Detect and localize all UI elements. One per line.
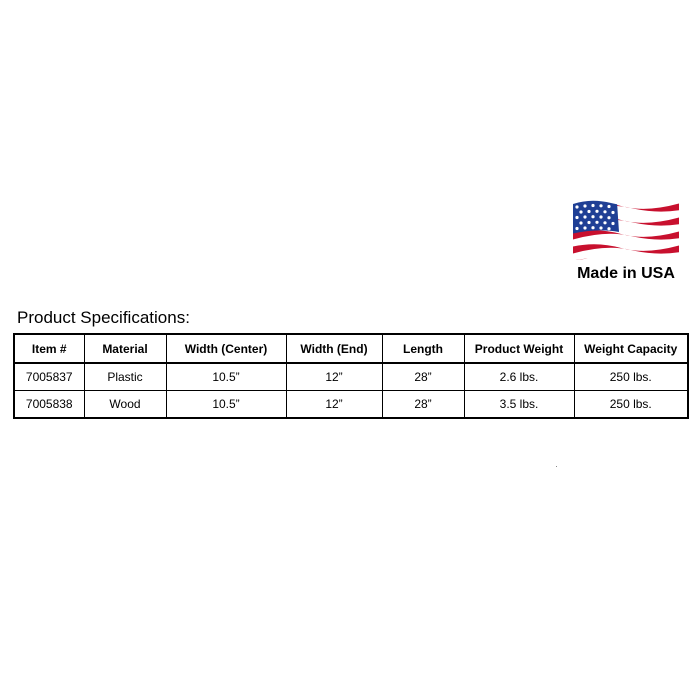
column-header: Width (Center) [166,334,286,363]
table-cell: 7005837 [14,363,84,391]
column-header: Weight Capacity [574,334,688,363]
table-cell: Plastic [84,363,166,391]
table-cell: 12” [286,363,382,391]
table-cell: 28” [382,391,464,419]
column-header: Width (End) [286,334,382,363]
table-row [14,391,688,419]
us-flag-icon [571,198,681,262]
table-cell: Wood [84,391,166,419]
made-in-usa-badge [568,198,684,283]
column-header: Item # [14,334,84,363]
table-cell: 7005838 [14,391,84,419]
column-header: Product Weight [464,334,574,363]
table-cell: 2.6 lbs. [464,363,574,391]
specifications-table [13,333,689,419]
made-in-usa-label: Made in USA [577,265,675,282]
table-cell: 250 lbs. [574,391,688,419]
column-header: Material [84,334,166,363]
table-cell: 12” [286,391,382,419]
table-cell: 3.5 lbs. [464,391,574,419]
table-cell: 28” [382,363,464,391]
table-cell: 10.5” [166,391,286,419]
table-header-row [14,334,688,363]
stray-dot [556,466,557,467]
column-header: Length [382,334,464,363]
table-row [14,363,688,391]
table-cell: 250 lbs. [574,363,688,391]
table-cell: 10.5” [166,363,286,391]
specifications-title: Product Specifications: [17,308,190,327]
